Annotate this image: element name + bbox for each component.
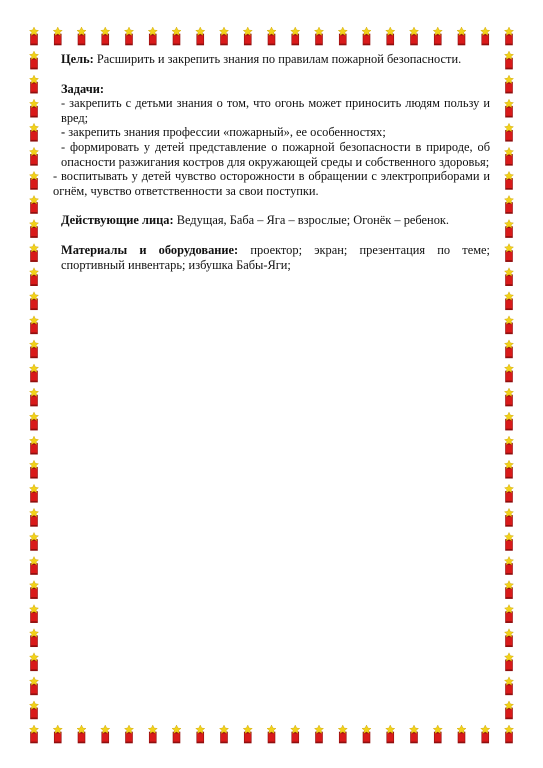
firecracker-icon xyxy=(386,27,395,45)
firecracker-icon xyxy=(410,725,419,743)
firecracker-icon xyxy=(505,195,514,213)
firecracker-icon xyxy=(291,725,300,743)
task-item-1: - закрепить с детьми знания о том, что огонь может приносить людям пользу и вред; xyxy=(61,96,490,125)
firecracker-icon xyxy=(172,27,181,45)
firecracker-icon xyxy=(505,629,514,647)
firecracker-icon xyxy=(148,725,157,743)
goal-paragraph xyxy=(53,52,490,67)
firecracker-icon xyxy=(505,51,514,69)
firecracker-icon xyxy=(30,581,39,599)
document-body xyxy=(53,52,490,272)
firecracker-icon xyxy=(505,460,514,478)
firecracker-icon xyxy=(30,701,39,719)
task-item-2-dash: - xyxy=(61,125,66,140)
firecracker-icon xyxy=(505,364,514,382)
firecracker-icon xyxy=(125,725,134,743)
firecracker-icon xyxy=(30,292,39,310)
firecracker-icon xyxy=(505,532,514,550)
firecracker-icon xyxy=(243,725,252,743)
firecracker-icon xyxy=(30,484,39,502)
task-item-2 xyxy=(53,125,490,140)
firecracker-icon xyxy=(30,412,39,430)
firecracker-icon xyxy=(172,725,181,743)
firecracker-icon xyxy=(505,292,514,310)
firecracker-icon xyxy=(338,725,347,743)
firecracker-icon xyxy=(30,123,39,141)
firecracker-icon xyxy=(505,316,514,334)
firecracker-icon xyxy=(505,484,514,502)
firecracker-icon xyxy=(433,725,442,743)
firecracker-icon xyxy=(53,725,62,743)
firecracker-icon xyxy=(505,653,514,671)
firecracker-icon xyxy=(505,677,514,695)
firecracker-icon xyxy=(30,27,39,45)
firecracker-icon xyxy=(30,75,39,93)
firecracker-icon xyxy=(267,27,276,45)
task-item-4: - воспитывать у детей чувство осторожности в обращении с электроприборами и огнём, чувство ответственности за свои поступки. xyxy=(53,169,490,198)
characters-text: Ведущая, Баба – Яга – взрослые; Огонёк – ребенок. xyxy=(173,213,450,228)
firecracker-icon xyxy=(30,340,39,358)
firecracker-icon xyxy=(30,147,39,165)
firecracker-icon xyxy=(505,123,514,141)
goal-text: Расширить и закрепить знания по правилам пожарной безопасности. xyxy=(93,52,462,66)
firecracker-icon xyxy=(505,508,514,526)
firecracker-icon xyxy=(196,725,205,743)
firecracker-icon xyxy=(505,75,514,93)
firecracker-icon xyxy=(30,99,39,117)
firecracker-icon xyxy=(338,27,347,45)
firecracker-icon xyxy=(505,388,514,406)
firecracker-icon xyxy=(220,725,229,743)
firecracker-icon xyxy=(30,508,39,526)
firecracker-icon xyxy=(505,436,514,454)
firecracker-icon xyxy=(53,27,62,45)
firecracker-icon xyxy=(30,605,39,623)
firecracker-icon xyxy=(30,557,39,575)
firecracker-icon xyxy=(505,268,514,286)
firecracker-icon xyxy=(505,99,514,117)
firecracker-icon xyxy=(362,725,371,743)
firecracker-icon xyxy=(505,340,514,358)
firecracker-icon xyxy=(30,436,39,454)
tasks-heading: Задачи: xyxy=(61,81,104,96)
firecracker-icon xyxy=(267,725,276,743)
firecracker-icon xyxy=(433,27,442,45)
firecracker-icon xyxy=(362,27,371,45)
firecracker-icon xyxy=(291,27,300,45)
firecracker-icon xyxy=(505,557,514,575)
firecracker-icon xyxy=(77,725,86,743)
firecracker-icon xyxy=(220,27,229,45)
firecracker-icon xyxy=(457,27,466,45)
firecracker-icon xyxy=(30,268,39,286)
firecracker-icon xyxy=(505,412,514,430)
firecracker-icon xyxy=(30,51,39,69)
firecracker-icon xyxy=(505,147,514,165)
firecracker-icon xyxy=(30,460,39,478)
firecracker-icon xyxy=(315,725,324,743)
characters-label: Действующие лица: xyxy=(61,213,174,228)
firecracker-icon xyxy=(481,27,490,45)
materials-paragraph xyxy=(53,243,490,272)
firecracker-icon xyxy=(505,27,514,45)
task-item-3: - формировать у детей представление о пожарной безопасности в природе, об опасности разжигания костров для окружающей среды и собственного здоровья; xyxy=(61,139,490,169)
firecracker-icon xyxy=(101,27,110,45)
task-item-2-text: закрепить знания профессии «пожарный», ее особенностях; xyxy=(65,125,386,140)
materials-label: Материалы и оборудование: xyxy=(61,242,239,257)
firecracker-icon xyxy=(505,581,514,599)
firecracker-icon xyxy=(148,27,157,45)
firecracker-icon xyxy=(243,27,252,45)
firecracker-icon xyxy=(505,605,514,623)
firecracker-icon xyxy=(196,27,205,45)
firecracker-icon xyxy=(315,27,324,45)
firecracker-icon xyxy=(30,725,39,743)
firecracker-icon xyxy=(30,220,39,238)
firecracker-icon xyxy=(30,677,39,695)
firecracker-icon xyxy=(30,388,39,406)
firecracker-icon xyxy=(30,316,39,334)
firecracker-icon xyxy=(125,27,134,45)
firecracker-icon xyxy=(30,532,39,550)
firecracker-icon xyxy=(505,171,514,189)
firecracker-icon xyxy=(481,725,490,743)
firecracker-icon xyxy=(410,27,419,45)
firecracker-icon xyxy=(505,244,514,262)
firecracker-icon xyxy=(505,701,514,719)
firecracker-icon xyxy=(101,725,110,743)
characters-paragraph xyxy=(53,213,490,228)
firecracker-icon xyxy=(386,725,395,743)
firecracker-icon xyxy=(30,653,39,671)
firecracker-icon xyxy=(30,195,39,213)
firecracker-icon xyxy=(77,27,86,45)
firecracker-icon xyxy=(30,171,39,189)
materials-text: проектор; экран; презентация по теме; спортивный инвентарь; избушка Бабы-Яги; xyxy=(61,242,490,272)
firecracker-icon xyxy=(457,725,466,743)
goal-label: Цель: xyxy=(61,52,94,66)
firecracker-icon xyxy=(505,220,514,238)
firecracker-icon xyxy=(30,629,39,647)
firecracker-icon xyxy=(30,364,39,382)
firecracker-icon xyxy=(505,725,514,743)
firecracker-icon xyxy=(30,244,39,262)
